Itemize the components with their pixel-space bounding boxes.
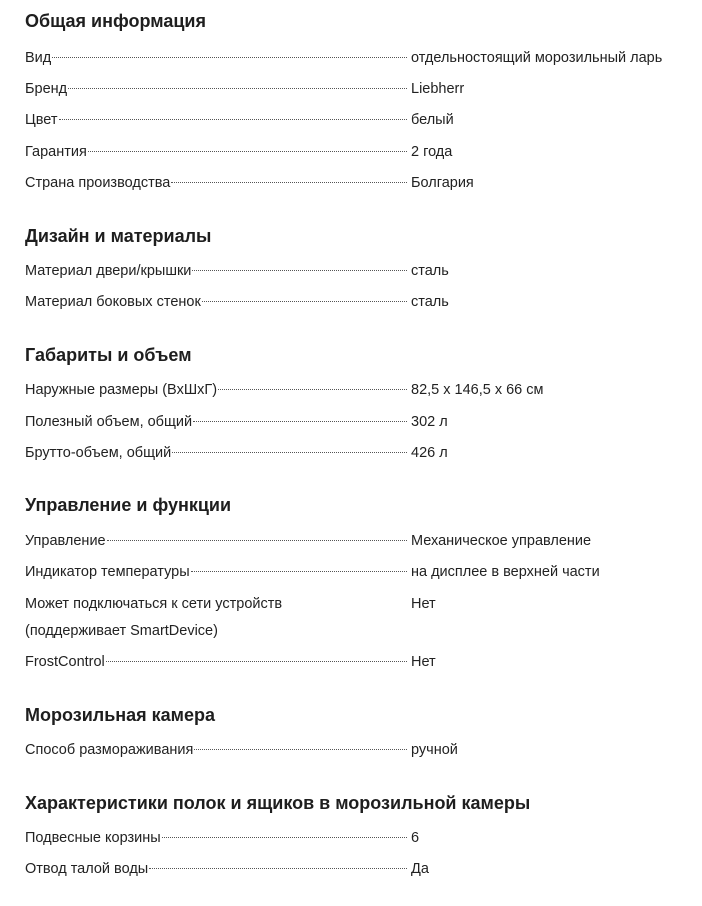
spec-value: 302 л: [411, 414, 448, 430]
spec-value: Механическое управление: [411, 533, 592, 549]
spec-label: Может подключаться к сети устройств (поддерживает SmartDevice): [25, 596, 283, 639]
dot-leader: [106, 661, 407, 662]
spec-row: [25, 591, 702, 645]
section-dimensions: [25, 341, 702, 369]
spec-label: Брутто-объем, общий: [25, 440, 172, 467]
spec-value: белый: [411, 112, 454, 128]
spec-row: [25, 289, 702, 320]
spec-row: [25, 825, 702, 856]
dot-leader: [107, 540, 407, 541]
section-design: [25, 222, 702, 250]
spec-row: [25, 856, 702, 887]
section-general: [25, 7, 702, 35]
section-title: Морозильная камера: [25, 705, 215, 725]
spec-row: [25, 377, 702, 408]
section-title: Дизайн и материалы: [25, 226, 212, 246]
spec-row: [25, 559, 702, 590]
spec-label: Материал боковых стенок: [25, 289, 202, 316]
spec-value: сталь: [411, 294, 449, 310]
spec-label: Управление: [25, 528, 107, 555]
dot-leader: [172, 452, 407, 453]
spec-label: Материал двери/крышки: [25, 258, 192, 285]
spec-value: отдельностоящий морозильный ларь: [411, 50, 663, 66]
spec-value: ручной: [411, 742, 458, 758]
spec-label: Подвесные корзины: [25, 825, 162, 852]
spec-label: Отвод талой воды: [25, 856, 149, 883]
spec-value: сталь: [411, 263, 449, 279]
dot-leader: [218, 389, 407, 390]
spec-value: 2 года: [411, 144, 453, 160]
spec-label: Бренд: [25, 76, 68, 103]
dot-leader: [52, 57, 407, 58]
spec-value: на дисплее в верхней части: [411, 564, 600, 580]
dot-leader: [193, 421, 407, 422]
dot-leader: [59, 119, 408, 120]
dot-leader: [202, 301, 407, 302]
spec-row: [25, 649, 702, 680]
spec-row: [25, 170, 702, 201]
spec-row: [25, 737, 702, 768]
spec-row: [25, 139, 702, 170]
spec-value: Болгария: [411, 175, 474, 191]
spec-row: [25, 409, 702, 440]
section-title: Габариты и объем: [25, 345, 192, 365]
section-title: Общая информация: [25, 11, 206, 31]
spec-label: Страна производства: [25, 170, 171, 197]
spec-label: Полезный объем, общий: [25, 409, 193, 436]
spec-label: FrostControl: [25, 649, 106, 676]
dot-leader: [171, 182, 407, 183]
dot-leader: [192, 270, 407, 271]
spec-value: Liebherr: [411, 81, 465, 97]
spec-row: [25, 107, 702, 138]
spec-value: Да: [411, 861, 429, 877]
spec-value: Нет: [411, 654, 436, 670]
dot-leader: [194, 749, 407, 750]
spec-row: [25, 528, 702, 559]
spec-row: [25, 440, 702, 471]
spec-label: Способ размораживания: [25, 737, 194, 764]
spec-value: 426 л: [411, 445, 448, 461]
spec-row: [25, 76, 702, 107]
spec-label: Цвет: [25, 107, 59, 134]
section-controls: [25, 491, 702, 519]
dot-leader: [68, 88, 407, 89]
spec-label: Индикатор температуры: [25, 559, 191, 586]
spec-value: 82,5 x 146,5 x 66 см: [411, 382, 544, 398]
dot-leader: [149, 868, 407, 869]
dot-leader: [162, 837, 407, 838]
spec-value: Нет: [411, 596, 436, 612]
spec-label: Гарантия: [25, 139, 88, 166]
spec-value: 6: [411, 830, 420, 846]
section-freezer: [25, 701, 702, 729]
dot-leader: [88, 151, 407, 152]
section-title: Управление и функции: [25, 495, 232, 515]
spec-row: [25, 45, 702, 76]
spec-row: [25, 258, 702, 289]
section-title: Характеристики полок и ящиков в морозильной камеры: [25, 793, 531, 813]
dot-leader: [191, 571, 407, 572]
section-shelves: [25, 789, 702, 817]
spec-label: Наружные размеры (ВхШхГ): [25, 377, 218, 404]
spec-label: Вид: [25, 45, 52, 72]
